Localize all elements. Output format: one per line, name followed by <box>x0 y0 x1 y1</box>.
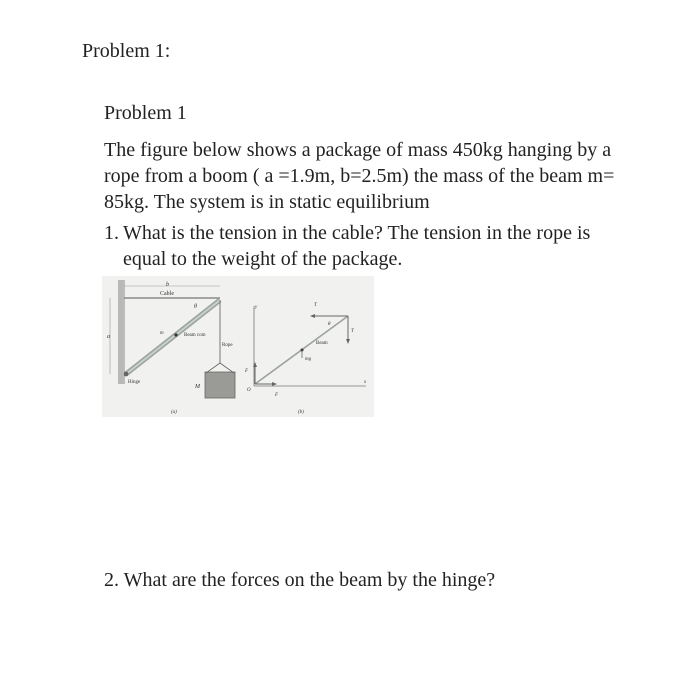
label-b: b <box>166 282 169 288</box>
question-number: 1. <box>104 222 119 244</box>
label-beam-com: Beam com <box>184 333 206 338</box>
label-beam: Beam <box>316 341 328 346</box>
package <box>205 372 235 398</box>
label-Fh: F <box>275 393 279 398</box>
label-panel-a: (a) <box>171 410 177 415</box>
hinge-pin <box>124 372 129 377</box>
label-T-right: T <box>351 329 354 334</box>
label-mass: M <box>195 384 200 390</box>
beam-com-dot <box>174 333 177 336</box>
question-1 <box>104 220 634 272</box>
label-x-axis: x <box>364 380 367 385</box>
label-cable: Cable <box>160 291 174 297</box>
label-theta-a: θ <box>194 304 197 310</box>
question-text: What are the forces on the beam by the hinge? <box>123 569 496 591</box>
problem-figure <box>102 276 374 417</box>
label-rope: Rope <box>222 343 233 348</box>
question-number: 2. <box>104 569 119 591</box>
label-weight: mg <box>305 357 312 362</box>
figure-background <box>102 276 374 417</box>
figure-drawing <box>102 276 374 417</box>
label-hinge: Hinge <box>128 380 141 385</box>
wall <box>118 280 123 384</box>
problem-title: Problem 1 <box>104 102 187 124</box>
label-panel-b: (b) <box>298 410 304 415</box>
label-y-axis: y <box>255 305 258 310</box>
label-origin: O <box>247 388 251 393</box>
label-theta-b: θ <box>328 322 331 327</box>
label-Fv: F <box>245 369 249 374</box>
label-a: a <box>107 334 110 340</box>
question-2 <box>104 569 495 592</box>
page-title: Problem 1: <box>82 40 171 62</box>
label-m: m <box>160 331 164 336</box>
label-T-top: T <box>314 303 317 308</box>
problem-statement: The figure below shows a package of mass 450kg hanging by a rope from a boom ( a =1.9m, b=2.5m) the mass of the beam m= 85kg. The system is in static equilibrium <box>104 139 615 213</box>
question-text: What is the tension in the cable? The tension in the rope is equal to the weight of the package. <box>123 222 591 270</box>
